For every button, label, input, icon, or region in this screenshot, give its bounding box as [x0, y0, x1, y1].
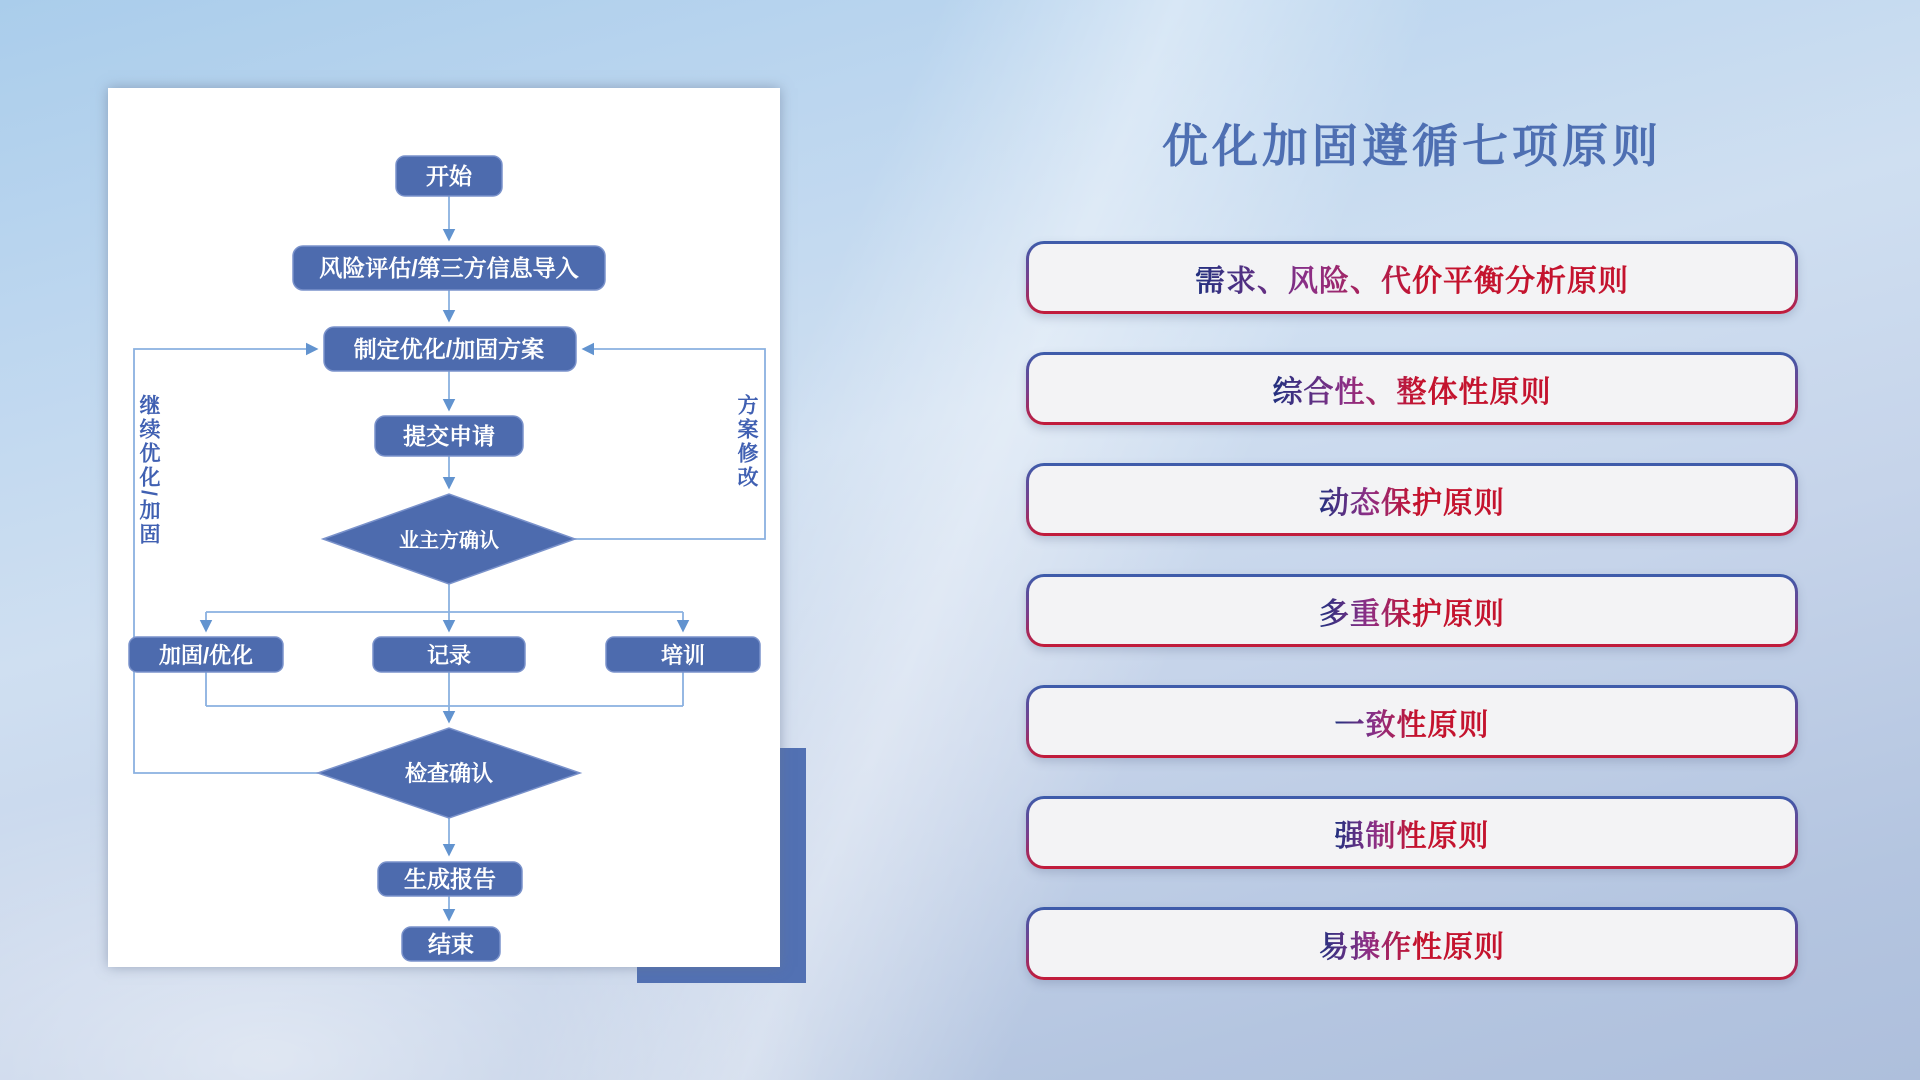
node-submit — [375, 416, 523, 456]
principle-box-4 — [1026, 574, 1798, 647]
node-reinforce — [129, 637, 283, 672]
flowchart-card — [108, 88, 780, 967]
principle-text: 多重保护原则 — [1319, 589, 1505, 633]
principle-box-face — [1029, 355, 1795, 422]
principle-box-6 — [1026, 796, 1798, 869]
node-risk-import — [293, 246, 605, 290]
svg-text:加固/优化: 加固/优化 — [158, 643, 254, 668]
svg-text:提交申请: 提交申请 — [403, 423, 495, 449]
node-start — [396, 156, 502, 196]
svg-text:结束: 结束 — [428, 931, 474, 957]
loop-label-modify: 方案修改 — [735, 394, 758, 490]
panel-title: 优化加固遵循七项原则 — [1162, 120, 1662, 172]
principle-box-5 — [1026, 685, 1798, 758]
principle-text: 综合性、整体性原则 — [1273, 367, 1552, 411]
svg-text:培训: 培训 — [660, 643, 706, 668]
principle-box-face — [1029, 244, 1795, 311]
svg-text:记录: 记录 — [426, 643, 472, 668]
principle-box-1 — [1026, 241, 1798, 314]
principle-box-face — [1029, 910, 1795, 977]
principle-box-2 — [1026, 352, 1798, 425]
svg-text:制定优化/加固方案: 制定优化/加固方案 — [353, 336, 545, 362]
node-record — [373, 637, 525, 672]
svg-text:检查确认: 检查确认 — [404, 761, 494, 786]
principle-text: 动态保护原则 — [1319, 478, 1505, 522]
principle-text: 需求、风险、代价平衡分析原则 — [1195, 256, 1629, 300]
principle-box-face — [1029, 577, 1795, 644]
loop-label-continue: 继续优化/加固 — [137, 394, 160, 547]
node-report — [378, 862, 522, 896]
node-make-plan — [324, 327, 576, 371]
principle-box-3 — [1026, 463, 1798, 536]
svg-text:生成报告: 生成报告 — [404, 866, 496, 892]
principle-box-7 — [1026, 907, 1798, 980]
principle-box-face — [1029, 466, 1795, 533]
principle-text: 易操作性原则 — [1319, 922, 1505, 966]
principle-box-face — [1029, 799, 1795, 866]
principle-text: 一致性原则 — [1335, 700, 1490, 744]
node-training — [606, 637, 760, 672]
flowchart — [108, 88, 780, 967]
node-end — [402, 927, 500, 961]
principle-box-face — [1029, 688, 1795, 755]
svg-text:风险评估/第三方信息导入: 风险评估/第三方信息导入 — [319, 255, 579, 281]
svg-text:开始: 开始 — [426, 163, 472, 189]
node-owner-confirm — [323, 494, 575, 584]
loop-continue-line — [134, 349, 318, 773]
svg-text:业主方确认: 业主方确认 — [399, 530, 499, 552]
principle-text: 强制性原则 — [1335, 811, 1490, 855]
node-check-confirm — [318, 728, 580, 818]
